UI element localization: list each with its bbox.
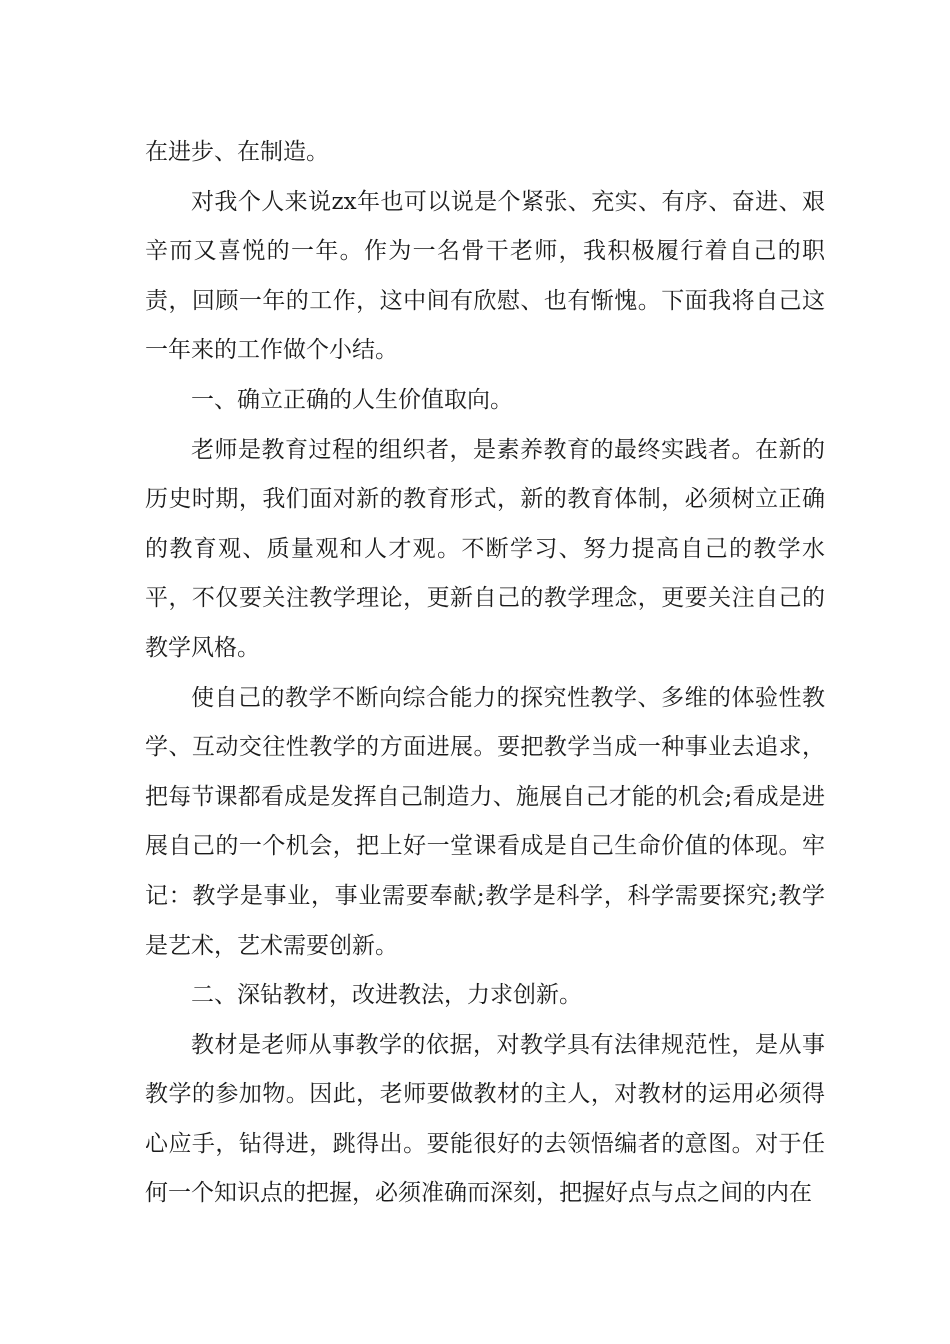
section-heading-1: 一、确立正确的人生价值取向。 [191, 386, 513, 413]
paragraph-continuation: 在进步、在制造。 [145, 139, 329, 165]
paragraph-textbook: 教材是老师从事教学的依据，对教学具有法律规范性，是从事教学的参加物。因此，老师要做教材的主人，对教材的运用必须得心应手，钻得进，跳得出。要能很好的去领悟编者的意图。对于任何一个知识点的把握，必须准确而深刻，把握好点与点之间的内在 [145, 1031, 825, 1207]
section-heading-2: 二、深钻教材，改进教法，力求创新。 [191, 982, 582, 1009]
paragraph-teaching-development: 使自己的教学不断向综合能力的探究性教学、多维的体验性教学、互动交往性教学的方面进展。要把教学当成一种事业去追求，把每节课都看成是发挥自己制造力、施展自己才能的机会;看成是进展自己的一个机会，把上好一堂课看成是自己生命价值的体现。牢记：教学是事业，事业需要奉献;教学是科学，科学需要探究;教学是艺术，艺术需要创新。 [145, 684, 825, 959]
document-body [145, 128, 825, 1219]
paragraph-teacher-role: 老师是教育过程的组织者，是素养教育的最终实践者。在新的历史时期，我们面对新的教育形式，新的教育体制，必须树立正确的教育观、质量观和人才观。不断学习、努力提高自己的教学水平，不仅要关注教学理论，更新自己的教学理念，更要关注自己的教学风格。 [145, 436, 825, 661]
paragraph-intro: 对我个人来说zx年也可以说是个紧张、充实、有序、奋进、艰辛而又喜悦的一年。作为一名骨干老师，我积极履行着自己的职责，回顾一年的工作，这中间有欣慰、也有惭愧。下面我将自己这一年来的工作做个小结。 [145, 188, 825, 364]
